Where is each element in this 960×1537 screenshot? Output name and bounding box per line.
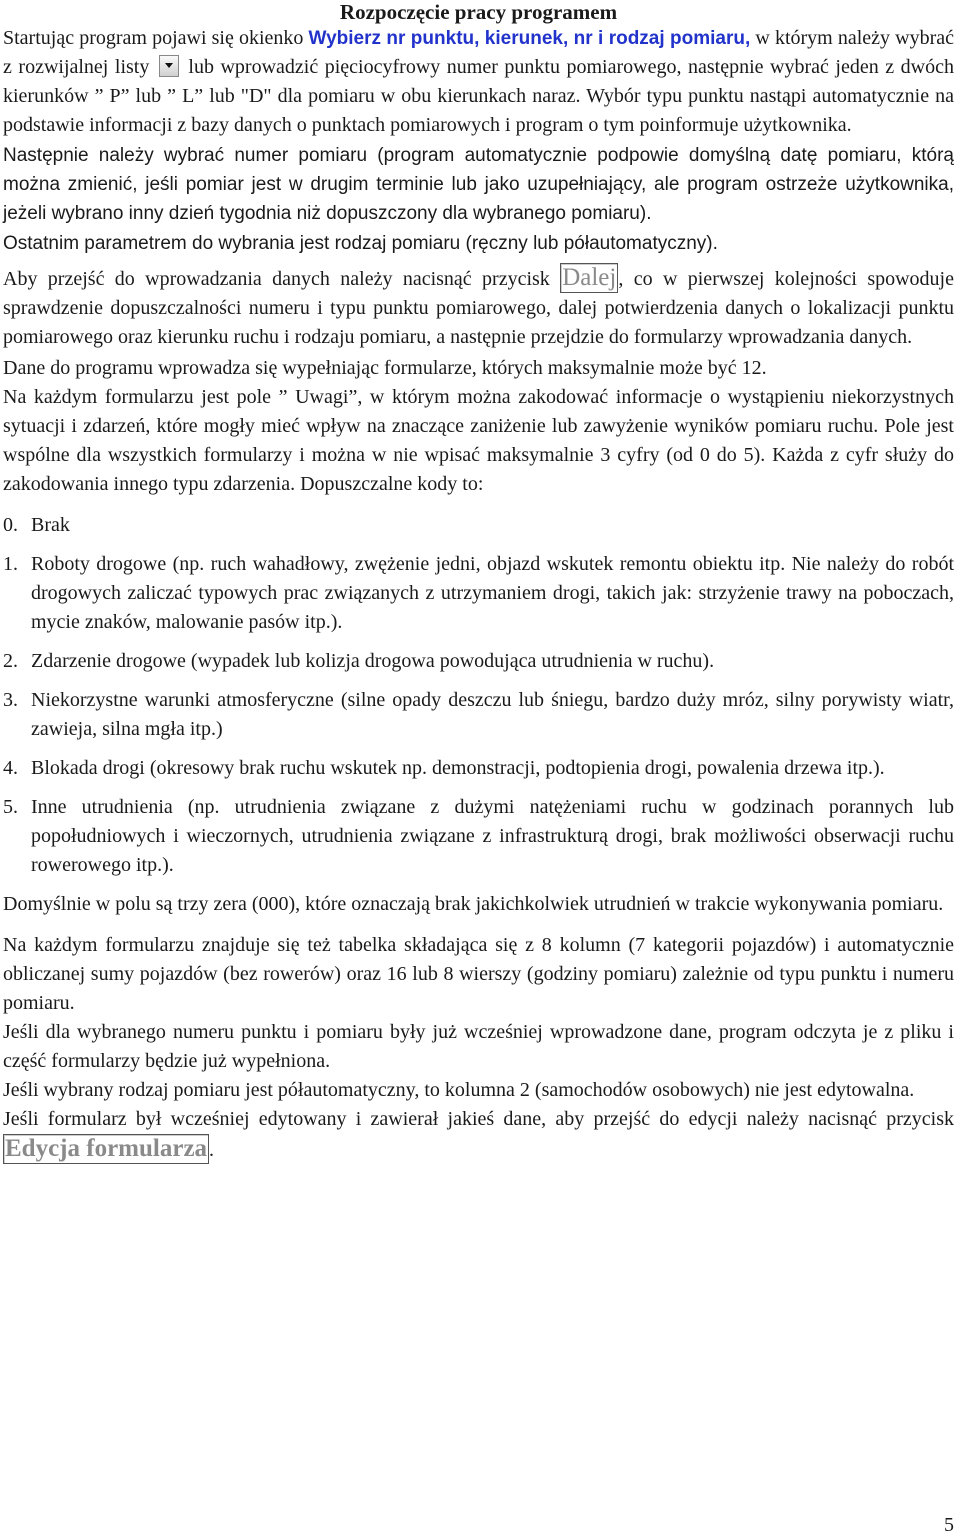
paragraph-measurement-type: Ostatnim parametrem do wybrania jest rodzaj pomiaru (ręczny lub półautomatyczny). xyxy=(3,233,718,254)
text: , co w pierwszej kolejności spowoduje sprawdzenie dopuszczalności numeru i typu punktu pomiarowego, dalej potwierdzenia danych o lokalizacji punktu pomiarowego oraz kierunku ruchu i rodzaju pomiaru, a następnie przejdzie do formularzy wprowadzania danych. xyxy=(3,268,954,348)
list-item xyxy=(3,647,954,676)
text: lub wprowadzić pięciocyfrowy numer punktu pomiarowego, następnie wybrać jeden z dwóch kierunków ” P” lub ” L” lub "D" dla pomiaru w obu kierunkach naraz. Wybór typu punktu nastąpi automatycznie na podstawie informacji z bazy danych o punktach pomiarowych i program o tym poinformuje użytkownika. xyxy=(3,56,954,136)
dropdown-arrow-icon xyxy=(159,55,179,77)
page-number: 5 xyxy=(944,1514,954,1536)
list-item xyxy=(3,793,954,880)
paragraph-table: Na każdym formularzu znajduje się też tabelka składająca się z 8 kolumn (7 kategorii pojazdów) i automatycznie obliczanej sumy pojazdów (bez rowerów) oraz 16 lub 8 wierszy (godziny pomiaru) zależnie od typu punktu i numeru pomiaru. xyxy=(3,934,954,1014)
list-text: Brak xyxy=(31,514,70,536)
text: w którym należy wybrać z rozwijalnej listy xyxy=(3,27,955,78)
paragraph-default-value: Domyślnie w polu są trzy zera (000), które oznaczają brak jakichkolwiek utrudnień w trakcie wykonywania pomiaru. xyxy=(3,893,944,915)
list-number: 0. xyxy=(3,514,18,536)
list-number: 3. xyxy=(3,689,18,711)
paragraph-edit-button xyxy=(3,1105,954,1165)
list-text: Blokada drogi (okresowy brak ruchu wskutek np. demonstracji, podtopienia drogi, powalenia drzewa itp.). xyxy=(31,757,885,779)
list-item xyxy=(3,686,954,744)
list-number: 1. xyxy=(3,553,18,575)
list-item xyxy=(3,511,954,540)
paragraph-next-button xyxy=(3,263,954,352)
window-name: Wybierz nr punktu, kierunek, nr i rodzaj pomiaru, xyxy=(308,28,751,49)
list-text: Roboty drogowe (np. ruch wahadłowy, zwężenie jedni, objazd wskutek remontu obiektu itp. Nie należy do robót drogowych zaliczać typowych prac związanych z utrzymaniem drogi, takich jak: strzyżenie trawy na poboczach, mycie znaków, malowanie pasów itp.). xyxy=(31,553,954,633)
paragraph-measurement-number: Następnie należy wybrać numer pomiaru (program automatycznie podpowie domyślną datę pomiaru, którą można zmienić, jeśli pomiar jest w drugim terminie lub jako uzupełniający, ale program ostrzeże użytkownika, jeżeli wybrano inny dzień tygodnia niż dopuszczony dla wybranego pomiaru). xyxy=(3,145,954,224)
paragraph-remarks: Na każdym formularzu jest pole ” Uwagi”, w którym można zakodować informacje o wystąpieniu niekorzystnych sytuacji i zdarzeń, które mogły mieć wpływ na znaczące zaniżenie lub zawyżenie wyników pomiaru ruchu. Pole jest wspólne dla wszystkich formularzy i można w nie wpisać maksymalnie 3 cyfry (od 0 do 5). Każda z cyfr służy do zakodowania innego typu zdarzenia. Dopuszczalne kody to: xyxy=(3,386,954,495)
list-number: 5. xyxy=(3,796,18,818)
list-text: Zdarzenie drogowe (wypadek lub kolizja drogowa powodująca utrudnienia w ruchu). xyxy=(31,650,715,672)
edycja-formularza-button[interactable]: Edycja formularza xyxy=(5,1135,208,1162)
text: . xyxy=(209,1139,215,1161)
list-text: Niekorzystne warunki atmosferyczne (silne opady deszczu lub śniegu, bardzo duży mróz, silny porywisty wiatr, zawieja, silna mgła itp.) xyxy=(31,689,954,740)
list-item xyxy=(3,550,954,637)
text: Startując program pojawi się okienko xyxy=(3,27,309,49)
list-number: 2. xyxy=(3,650,18,672)
paragraph-forms: Dane do programu wprowadza się wypełniając formularze, których maksymalnie może być 12. xyxy=(3,357,767,379)
list-text: Inne utrudnienia (np. utrudnienia związane z dużymi natężeniami ruchu w godzinach porannych lub popołudniowych i wieczornych, utrudnienia związane z infrastrukturą drogi, brak możliwości obserwacji ruchu rowerowego itp.). xyxy=(31,796,954,876)
section-title: Rozpoczęcie pracy programem xyxy=(339,0,618,24)
paragraph-semiauto: Jeśli wybrany rodzaj pomiaru jest półautomatyczny, to kolumna 2 (samochodów osobowych) nie jest edytowalna. xyxy=(3,1079,915,1101)
text: Aby przejść do wprowadzania danych należy nacisnąć przycisk xyxy=(3,268,561,290)
list-number: 4. xyxy=(3,757,18,779)
paragraph-existing-data: Jeśli dla wybranego numeru punktu i pomiaru były już wcześniej wprowadzone dane, program odczyta je z pliku i część formularzy będzie już wypełniona. xyxy=(3,1021,954,1072)
text: Jeśli formularz był wcześniej edytowany i zawierał jakieś dane, aby przejść do edycji należy nacisnąć przycisk xyxy=(3,1108,954,1130)
list-item xyxy=(3,754,954,783)
dalej-button[interactable]: Dalej xyxy=(562,264,617,291)
paragraph-start xyxy=(3,24,954,140)
codes-list xyxy=(3,511,954,880)
document-page xyxy=(3,0,954,1165)
